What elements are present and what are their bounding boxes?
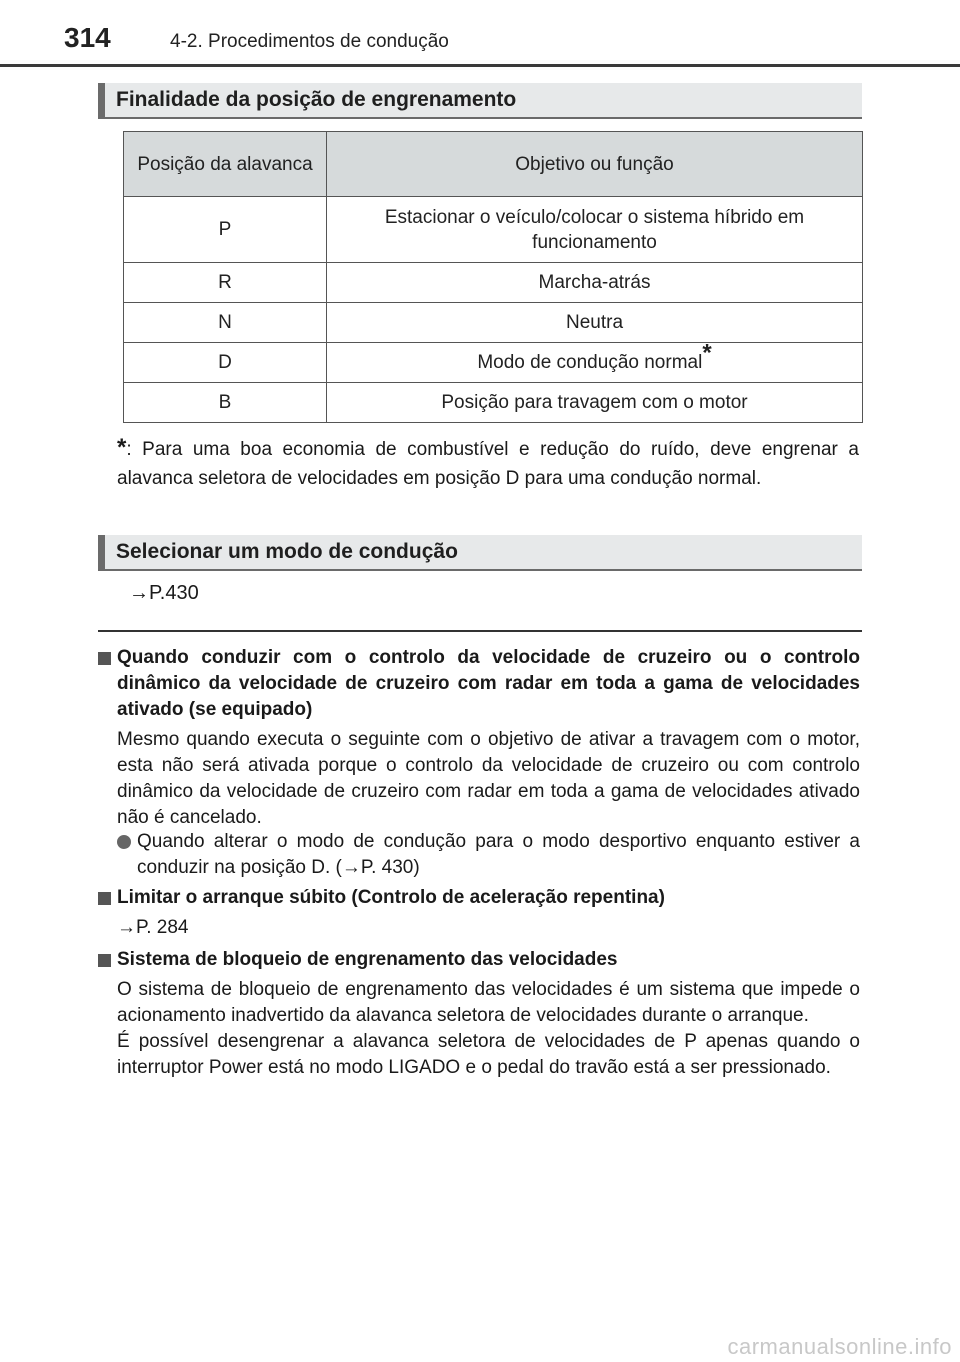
note-body: Mesmo quando executa o seguinte com o objetivo de ativar a travagem com o motor, esta não será ativada porque o controlo da velocidade de cruzeiro ou com controlo dinâmico da velocidade de cruzeiro com radar em toda a gama de velocidades ativado não é cancelado. [117,729,860,828]
gear-function-cell [327,339,863,383]
note-body: É possível desengrenar a alavanca seletora de velocidades de P apenas quando o interruptor Power está no modo LIGADO e o pedal do travão está a ser pressionado. [117,1031,860,1078]
note-item-shift-lock [98,947,860,1081]
column-header-function: Objetivo ou função [327,132,863,197]
table-row [124,303,863,343]
gear-position-cell: B [124,383,327,423]
gear-function-cell: Marcha-atrás [327,263,863,303]
column-header-position: Posição da alavanca [124,132,327,197]
circle-bullet-icon [117,835,131,849]
gear-function-cell: Posição para travagem com o motor [327,383,863,423]
gear-function-cell: Neutra [327,303,863,343]
note-heading: Quando conduzir com o controlo da velocidade de cruzeiro ou o controlo dinâmico da velocidade de cruzeiro com radar em toda a gama de velocidades ativado (se equipado) [117,647,860,720]
table-row [124,263,863,303]
square-bullet-icon [98,954,111,967]
footnote-mark: * [117,434,127,461]
table-row [124,197,863,263]
note-item-cruise-control [98,645,860,831]
gear-function-cell: Estacionar o veículo/colocar o sistema híbrido em funcionamento [327,197,863,263]
chapter-title: 4-2. Procedimentos de condução [170,31,449,52]
table-header-row [124,132,863,197]
gear-position-cell: N [124,303,327,343]
table-row [124,343,863,383]
note-bullet [117,829,860,881]
table-row [124,383,863,423]
section-title: Selecionar um modo de condução [116,540,458,563]
section-title: Finalidade da posição de engrenamento [116,88,517,111]
gear-function-text: Modo de condução normal [477,352,703,373]
gear-position-cell: D [124,343,327,383]
header-rule [0,64,960,67]
square-bullet-icon [98,892,111,905]
footnote-marker: * [702,339,712,367]
section-header-driving-mode [98,535,862,571]
gear-position-cell: P [124,197,327,263]
gear-position-cell: R [124,263,327,303]
gear-position-table [123,131,863,423]
note-item-sudden-start [98,885,860,941]
square-bullet-icon [98,652,111,665]
page-reference-link[interactable]: →P. 284 [117,917,189,938]
footnote [117,433,859,493]
section-accent [98,83,105,117]
bullet-text: Quando alterar o modo de condução para o modo desportivo enquanto estiver a conduzir na posição D. (→P. 430) [137,831,860,878]
note-body: O sistema de bloqueio de engrenamento das velocidades é um sistema que impede o acionamento inadvertido da alavanca seletora de velocidades durante o arranque. [117,979,860,1026]
note-heading: Sistema de bloqueio de engrenamento das velocidades [117,949,618,970]
section-accent [98,535,105,569]
divider [98,630,862,632]
watermark: carmanualsonline.info [727,1334,952,1359]
page-number: 314 [64,22,111,53]
note-heading: Limitar o arranque súbito (Controlo de aceleração repentina) [117,887,665,908]
page-reference-link[interactable]: →P.430 [129,582,199,604]
footnote-text: : Para uma boa economia de combustível e redução do ruído, deve engrenar a alavanca seletora de velocidades em posição D para uma condução normal. [117,439,859,489]
section-header-gear-purpose [98,83,862,119]
